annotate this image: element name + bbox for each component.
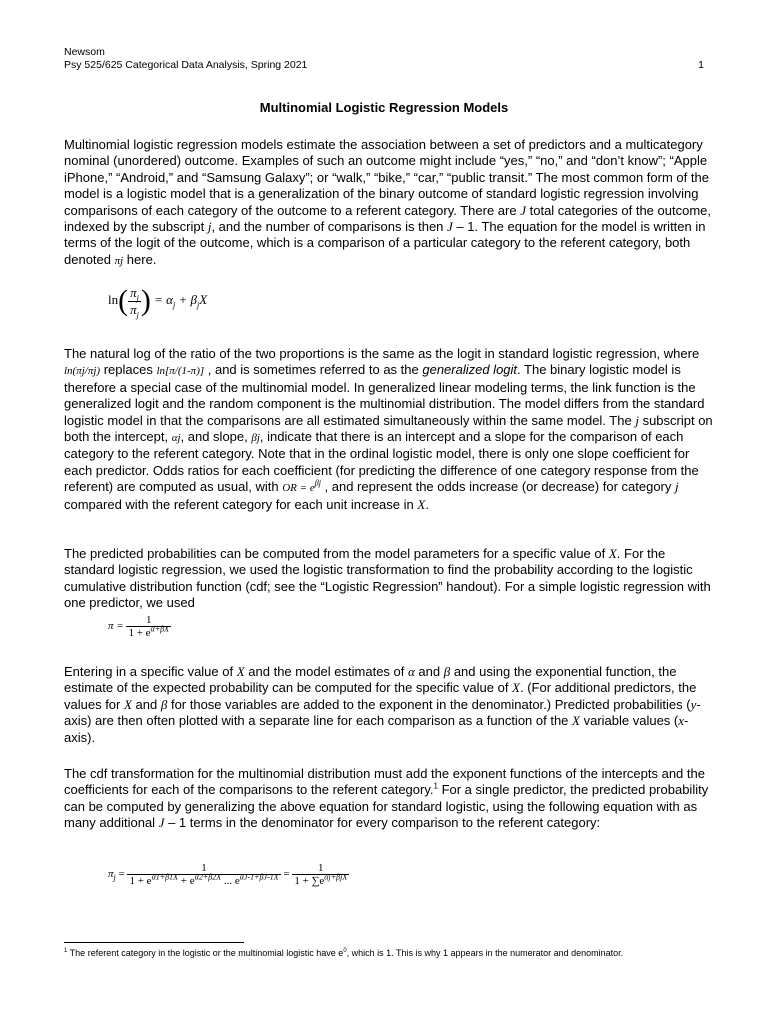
page-number: 1 [698, 59, 704, 71]
paragraph-predicted-probabilities: The predicted probabilities can be computed from the model parameters for a specific value of X. For the standard logistic regression, we used the logistic transformation to find the probability according to the logistic cumulative distribution function (cdf; see the “Logistic Regression” handout). For a simple logistic regression with one predictor, we used [64, 546, 711, 611]
equation-generalized-logit: ln( $\frac{\pi_j}{\pi_j}$ ) = $\alpha_j + \beta_jX$ [108, 284, 208, 320]
paragraph-estimates: Entering in a specific value of X and the model estimates of α and β and using the exponential function, the estimate of the expected probability can be computed for the specific value of X. (For additional predictors, the values for X and β for those variables are added to the exponent in the denominator.) Predicted probabilities (y-axis) are then often plotted with a separate line for each comparison as a function of the X variable values (x-axis). [64, 664, 701, 745]
paragraph-intro: Multinomial logistic regression models estimate the association between a set of predictors and a multicategory nominal (unordered) outcome. Examples of such an outcome might include “yes,” “no,” and “don’t know”; “Apple iPhone,” “Android,” and “Samsung Galaxy”; or “walk,” “bike,” “car,” “public transit.” The most common form of the model is a logistic model that is a generalization of the binary outcome of standard logistic regression involving comparisons of each category of the outcome to a referent category. There are J total categories of the outcome, indexed by the subscript j, and the number of comparisons is then J – 1. The equation for the model is written in terms of the logit of the outcome, which is a comparison of a particular category to the referent category, both denoted πj here. [64, 137, 711, 267]
footnote-reference[interactable]: 1 [433, 782, 438, 792]
equation-logistic-probability: π = $\frac{1}{1 + e^{\alpha+\beta X}}$ [108, 614, 169, 639]
header-author: Newsom [64, 46, 105, 58]
header-course: Psy 525/625 Categorical Data Analysis, Spring 2021 [64, 59, 308, 71]
paragraph-generalized-logit: The natural log of the ratio of the two proportions is the same as the logit in standard logistic regression, where ln(πj/πj) replaces ln[π/(1-π)] , and is sometimes referred to as the generalized logit. The binary logistic model is therefore a special case of the multinomial model. In generalized linear modeling terms, the link function is the generalized logit and the random component is the multinomial distribution. The model differs from the standard logistic model in that the comparisons are all estimated simultaneously within the same model. The j subscript on both the intercept, αj, and slope, βj, indicate that there is an intercept and a slope for the comparison of each category to the referent category. Note that in the ordinal logistic model, there is only one slope coefficient for each predictor. Odds ratios for each coefficient (for predicting the difference of one category response from the referent) are computed as usual, with OR = $e^{\beta j}$ , and represent the odds increase (or decrease) for category j compared with the referent category for each unit increase in X. [64, 346, 713, 512]
footnote-separator [64, 942, 244, 943]
equation-multinomial-probability: $\pi_j$ = $\frac{1}{1 + e^{\alpha 1+\beta 1X} + e^{\alpha 2+\beta 2X} ... e^{\alpha J-1+\beta J-1X}}$ = $\frac{1}{1 + \sum e^{\alpha j+\beta jX}}$ [108, 862, 348, 887]
footnote: $^1$ The referent category in the logistic or the multinomial logistic have $e^0$, which is 1. This is why 1 appears in the numerator and denominator. [64, 948, 624, 958]
page-title: Multinomial Logistic Regression Models [259, 100, 509, 115]
paragraph-multinomial-cdf: The cdf transformation for the multinomial distribution must add the exponent functions of the intercepts and the coefficients for each of the comparisons to the referent category.$^1$ For a single predictor, the predicted probability can be computed by generalizing the above equation for standard logistic, using the following equation with as many additional J – 1 terms in the denominator for every comparison to the referent category: [64, 766, 709, 831]
